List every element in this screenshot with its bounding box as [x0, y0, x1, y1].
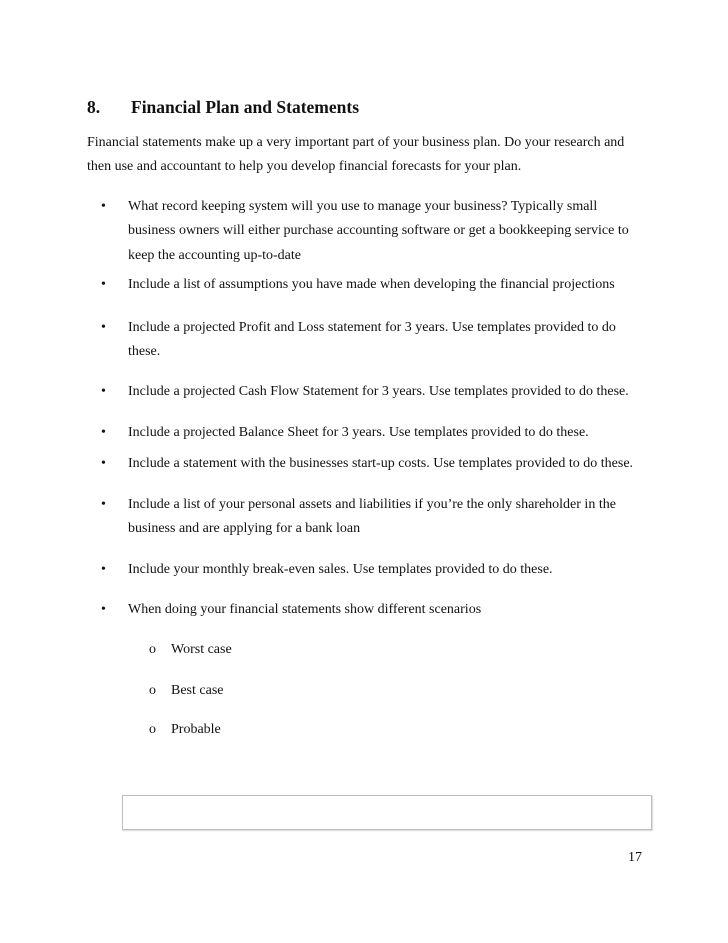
scenario-item: Probable: [171, 722, 221, 737]
sub-bullet-marker: o: [149, 642, 156, 657]
scenario-item: Worst case: [171, 642, 232, 657]
bullet-text-line: Include a projected Balance Sheet for 3 years. Use templates provided to do these.: [128, 425, 589, 440]
intro-line: Financial statements make up a very important part of your business plan. Do your research and: [87, 135, 625, 150]
bullet-text-line: Include a projected Profit and Loss statement for 3 years. Use templates provided to do: [128, 320, 616, 335]
section-number: 8.: [87, 97, 101, 117]
sub-bullet-marker: o: [149, 683, 156, 698]
bullet-marker: •: [101, 562, 106, 577]
bullet-marker: •: [101, 602, 106, 617]
bullet-marker: •: [101, 456, 106, 471]
bullet-text-line: business and are applying for a bank loan: [128, 521, 361, 536]
bullet-text-line: When doing your financial statements show different scenarios: [128, 602, 482, 617]
bullet-marker: •: [101, 497, 106, 512]
bullet-text-line: Include a statement with the businesses start-up costs. Use templates provided to do these.: [128, 456, 634, 471]
bullet-text-line: these.: [128, 344, 161, 359]
bullet-marker: •: [101, 320, 106, 335]
bullet-marker: •: [101, 425, 106, 440]
bullet-text-line: What record keeping system will you use to manage your business? Typically small: [128, 199, 598, 214]
bullet-text-line: keep the accounting up-to-date: [128, 248, 301, 263]
sub-bullet-marker: o: [149, 722, 156, 737]
section-title: Financial Plan and Statements: [131, 97, 360, 117]
bullet-text-line: Include a list of assumptions you have made when developing the financial projections: [128, 277, 615, 292]
bullet-marker: •: [101, 199, 106, 214]
bullet-text-line: business owners will either purchase accounting software or get a bookkeeping service to: [128, 223, 629, 238]
section-heading: [87, 97, 359, 118]
bullet-marker: •: [101, 384, 106, 399]
empty-text-box: [122, 795, 652, 830]
bullet-text-line: Include your monthly break-even sales. Use templates provided to do these.: [128, 562, 553, 577]
bullet-text-line: Include a projected Cash Flow Statement for 3 years. Use templates provided to do these.: [128, 384, 629, 399]
bullet-marker: •: [101, 277, 106, 292]
intro-line: then use and accountant to help you develop financial forecasts for your plan.: [87, 159, 522, 174]
bullet-text-line: Include a list of your personal assets and liabilities if you’re the only shareholder in the: [128, 497, 616, 512]
scenario-item: Best case: [171, 683, 224, 698]
page-number: 17: [628, 850, 642, 865]
